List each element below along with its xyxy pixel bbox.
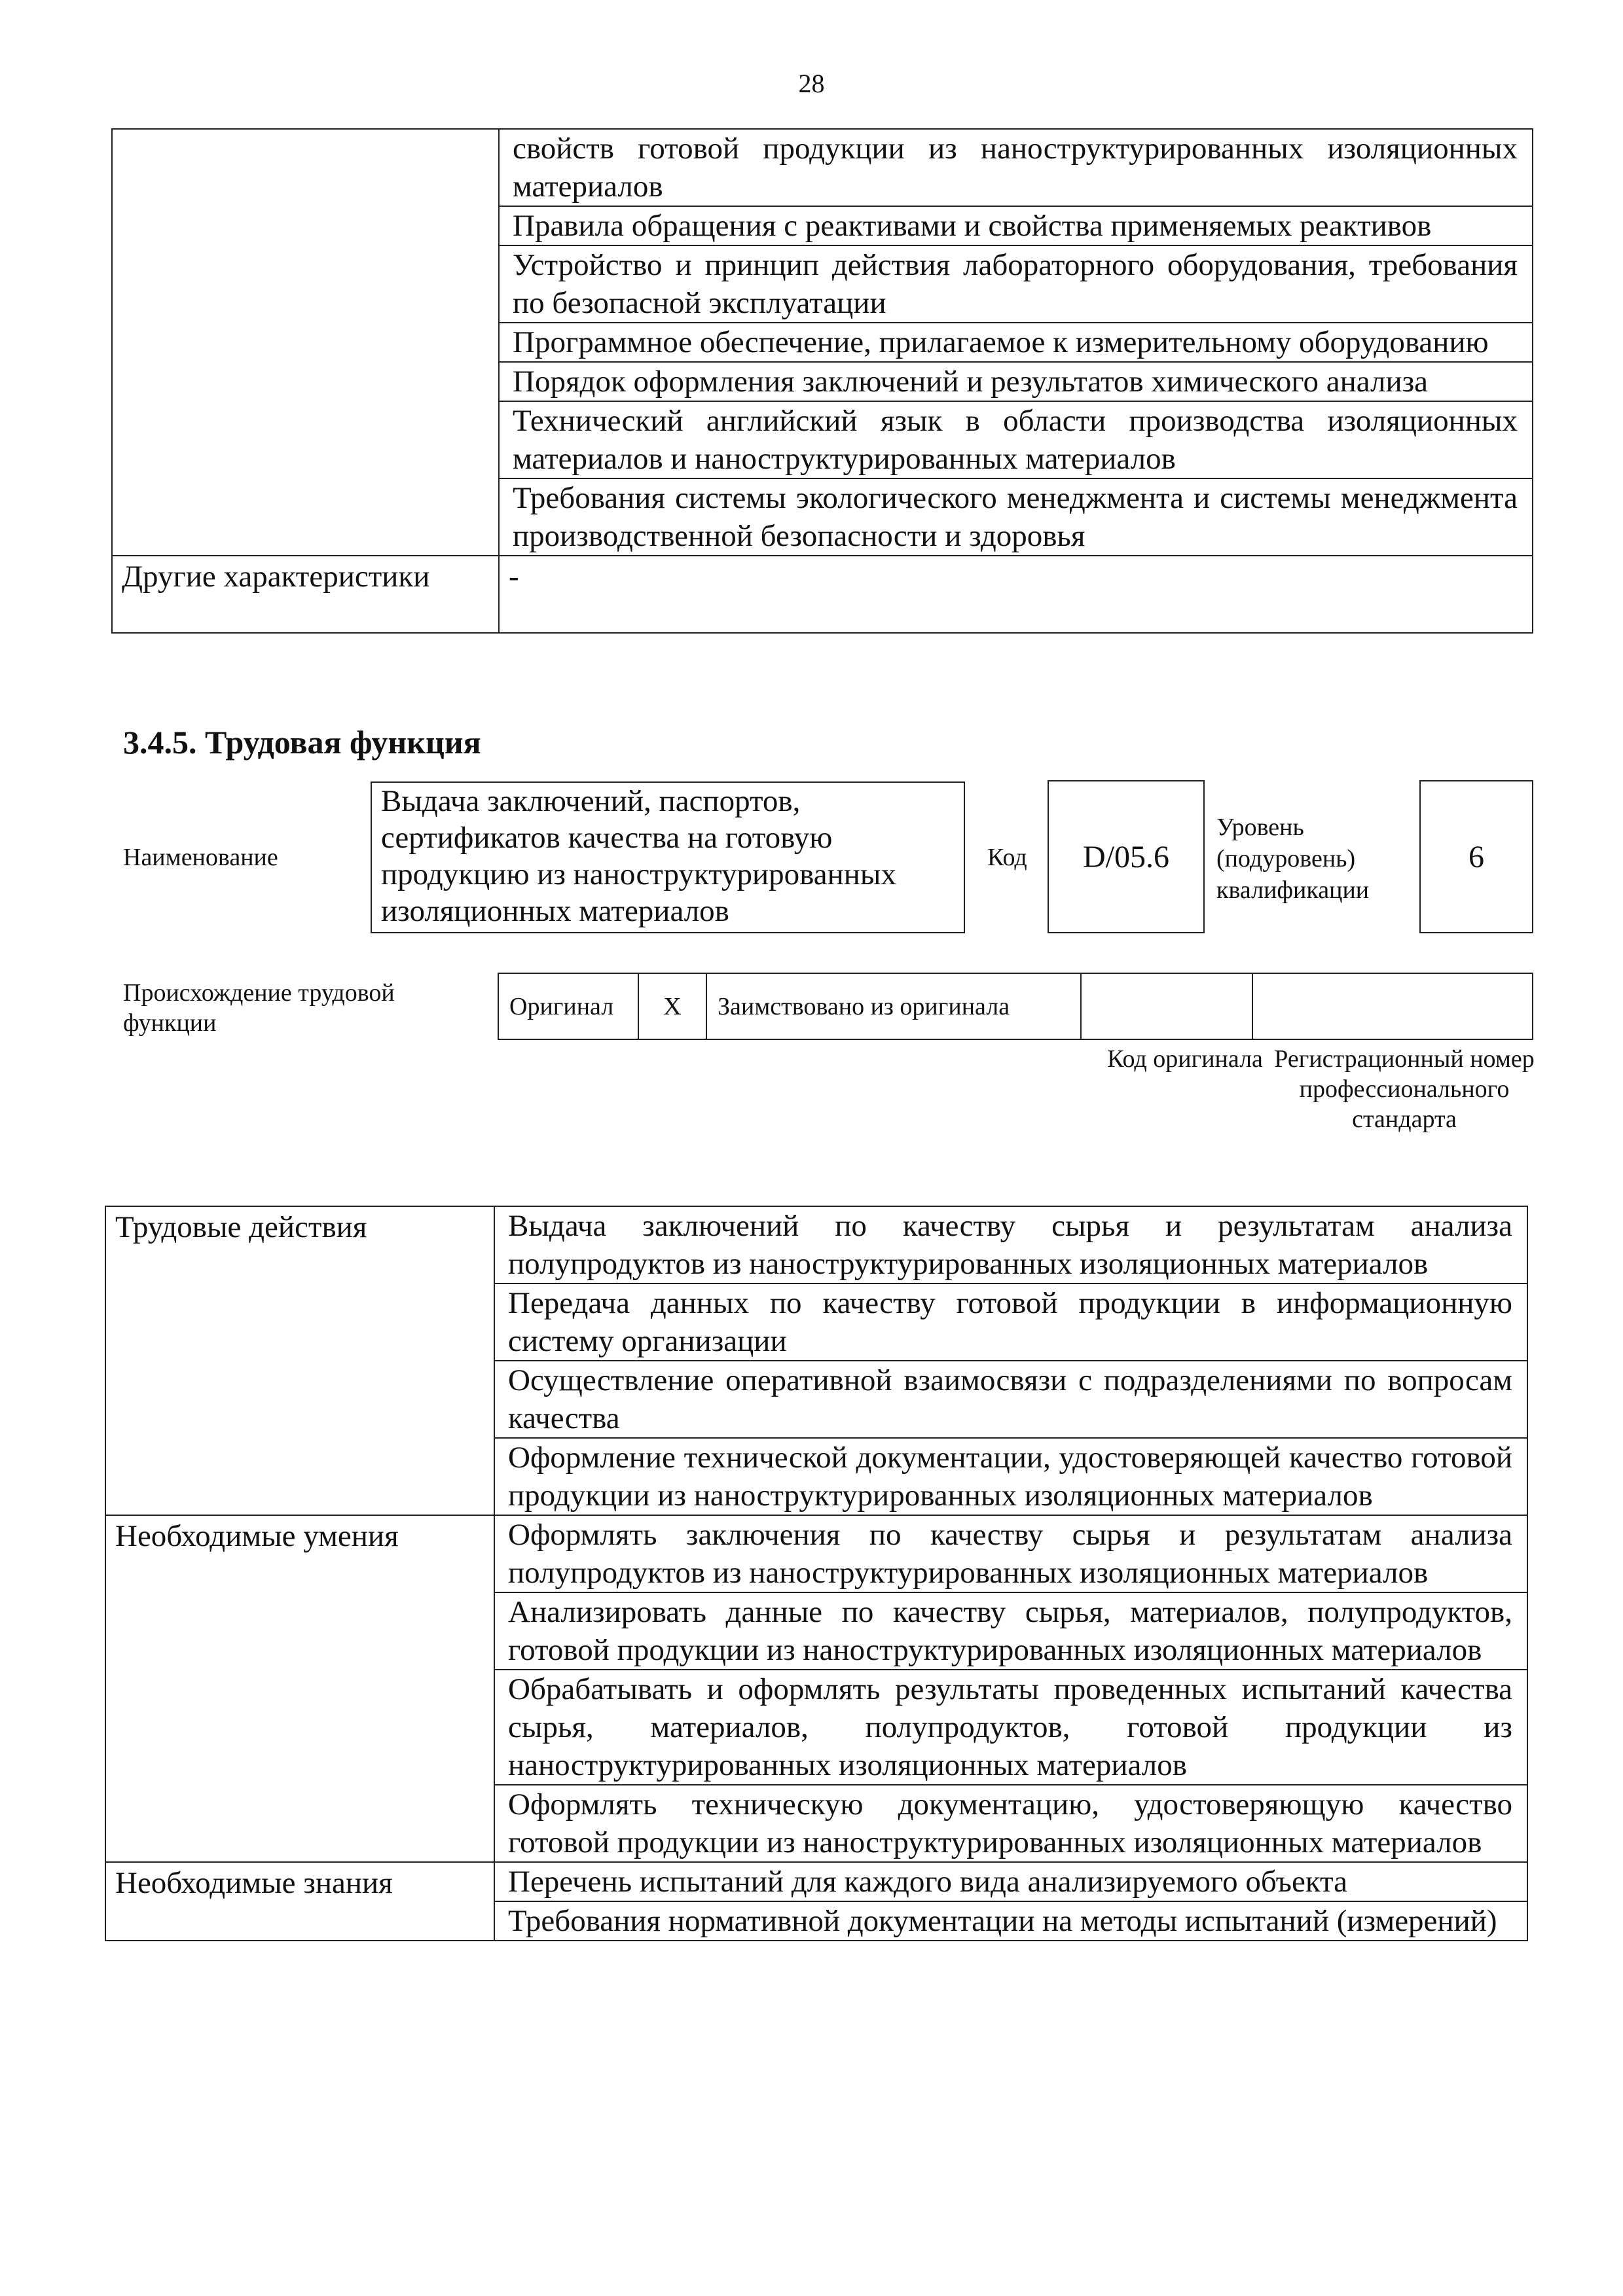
labor-actions-cell [494,1206,1527,1515]
knowledge-continuation-table [111,128,1533,634]
page-number: 28 [798,69,825,98]
labor-actions-label: Трудовые действия [105,1206,494,1515]
list-item: Программное обеспечение, прилагаемое к измерительному оборудованию [500,323,1532,363]
list-item: свойств готовой продукции из наноструктурированных изоляционных материалов [500,130,1532,207]
list-item: Оформление технической документации, удостоверяющей качество готовой продукции из наноструктурированных изоляционных материалов [508,1441,1512,1513]
list-item: Анализировать данные по качеству сырья, материалов, полупродуктов, готовой продукции из наноструктурированных изоляционных материалов [495,1593,1527,1670]
table-row [112,129,1533,556]
list-item: Обрабатывать и оформлять результаты проведенных испытаний качества сырья, материалов, полупродуктов, готовой продукции из наноструктурированных изоляционных материалов [495,1670,1527,1785]
details-table [105,1206,1528,1941]
code-label: Код [987,844,1027,871]
list-item: Оформлять заключения по качеству сырья и результатам анализа полупродуктов из наноструктурированных изоляционных материалов [495,1516,1527,1593]
level-label: Уровень (подуровень) квалификации [1216,814,1370,904]
list-item: Правила обращения с реактивами и свойства применяемых реактивов [500,207,1532,246]
name-value: Выдача заключений, паспортов, сертификатов качества на готовую продукцию из наноструктурированных изоляционных материалов [371,781,965,933]
list-item: Выдача заключений по качеству сырья и результатам анализа полупродуктов из наноструктурированных изоляционных материалов [495,1207,1527,1284]
origin-table [498,973,1533,1040]
table-row [105,1515,1527,1862]
level-value: 6 [1419,780,1533,933]
list-item: Оформлять техническую документацию, удостоверяющую качество готовой продукции из наноструктурированных изоляционных материалов [508,1787,1512,1859]
empty-label-cell [112,129,499,556]
reg-number-caption: Регистрационный номер профессионального стандарта [1274,1045,1535,1133]
section-title: 3.4.5. Трудовая функция [123,724,481,761]
original-label: Оригинал [498,973,638,1039]
other-characteristics-value: - [499,556,1533,633]
origin-label: Происхождение трудовой функции [123,979,395,1037]
reg-number-cell [1252,973,1533,1039]
list-item: Порядок оформления заключений и результатов химического анализа [500,363,1532,402]
other-characteristics-label: Другие характеристики [112,556,499,633]
original-code-cell [1081,973,1252,1039]
name-label: Наименование [123,844,278,871]
list-item: Устройство и принцип действия лабораторного оборудования, требования по безопасной эксплуатации [500,246,1532,323]
list-item: Передача данных по качеству готовой продукции в информационную систему организации [495,1284,1527,1361]
table-row [112,556,1533,633]
code-value: D/05.6 [1048,780,1205,933]
required-knowledge-label: Необходимые знания [105,1862,494,1941]
table-row [105,1862,1527,1941]
knowledge-items-cell [499,129,1533,556]
borrowed-label: Заимствовано из оригинала [706,973,1081,1039]
original-code-caption: Код оригинала [1107,1045,1263,1073]
original-mark: X [638,973,706,1039]
list-item: Перечень испытаний для каждого вида анализируемого объекта [495,1863,1527,1902]
list-item: Требования системы экологического менеджмента и системы менеджмента производственной безопасности и здоровья [513,481,1518,553]
required-skills-label: Необходимые умения [105,1515,494,1862]
table-row [498,973,1533,1039]
list-item: Осуществление оперативной взаимосвязи с подразделениями по вопросам качества [495,1361,1527,1439]
required-knowledge-cell [494,1862,1527,1941]
list-item: Требования нормативной документации на методы испытаний (измерений) [508,1904,1497,1938]
required-skills-cell [494,1515,1527,1862]
table-row [105,1206,1527,1515]
list-item: Технический английский язык в области производства изоляционных материалов и наноструктурированных материалов [500,402,1532,479]
